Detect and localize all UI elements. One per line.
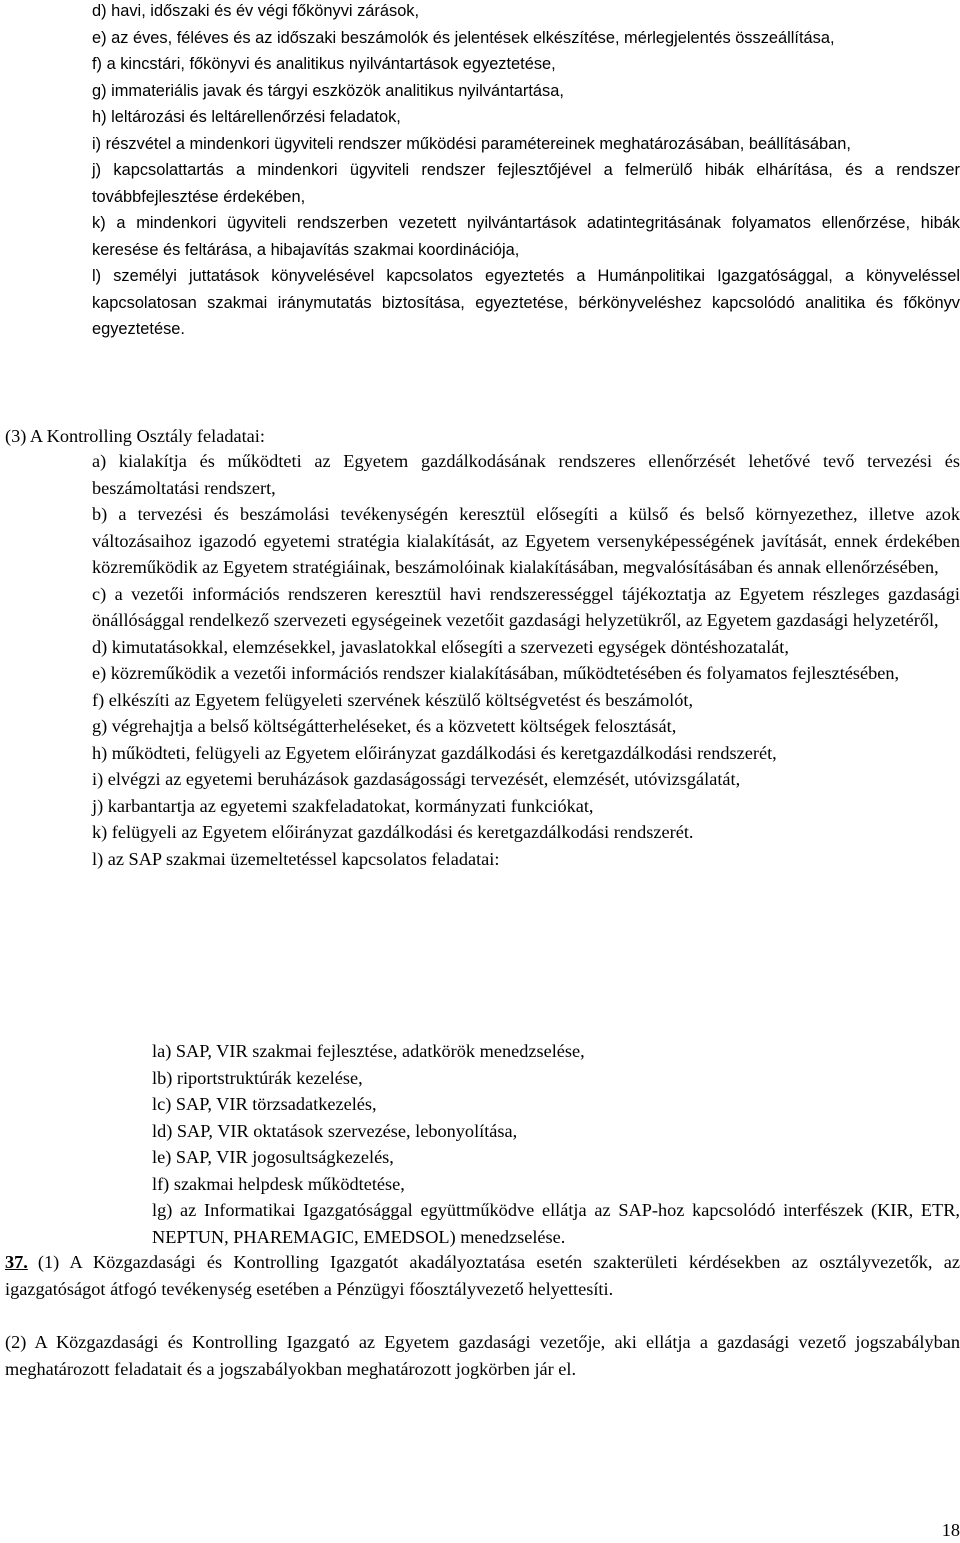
list-item: d) kimutatásokkal, elemzésekkel, javaslatokkal elősegíti a szervezeti egységek döntéshozatalát, bbox=[92, 636, 789, 657]
sub-list-item: lg) az Informatikai Igazgatósággal együttműködve ellátja az SAP-hoz kapcsolódó interfészek (KIR, ETR, NEPTUN, PHAREMAGIC, EMEDSOL) menedzselése. bbox=[152, 1200, 960, 1247]
sub-list-item: le) SAP, VIR jogosultságkezelés, bbox=[152, 1147, 394, 1167]
list-item: k) a mindenkori ügyviteli rendszerben vezetett nyilvántartások adatintegritásának folyamatos ellenőrzése, hibák keresése és feltárása, a hibajavítás szakmai koordinációja, bbox=[92, 214, 960, 259]
sub-list-item: lf) szakmai helpdesk működtetése, bbox=[152, 1173, 405, 1194]
article-37-paragraph-1 bbox=[5, 1249, 960, 1302]
list-item: d) havi, időszaki és év végi főkönyvi zárások, bbox=[92, 2, 420, 20]
section-3-list bbox=[92, 448, 960, 872]
list-item: g) immateriális javak és tárgyi eszközök analitikus nyilvántartása, bbox=[92, 81, 564, 100]
sub-list-item: la) SAP, VIR szakmai fejlesztése, adatkörök menedzselése, bbox=[152, 1041, 585, 1061]
article-37-paragraph-2: (2) A Közgazdasági és Kontrolling Igazgató az Egyetem gazdasági vezetője, aki ellátja a gazdasági vezető jogszabályban meghatározott feladatait és a jogszabályokban meghatározott jogkörben jár el. bbox=[5, 1332, 960, 1379]
page-number: 18 bbox=[941, 1520, 960, 1540]
list-item: f) a kincstári, főkönyvi és analitikus nyilvántartások egyeztetése, bbox=[92, 55, 556, 73]
sap-subtask-list bbox=[152, 1038, 960, 1250]
list-item: b) a tervezési és beszámolási tevékenységén keresztül elősegíti a külső és belső környezethez, illetve azok változásaihoz igazodó egyetemi stratégia kialakítását, az Egyetem versenyképességének javítását, ennek érdekében közreműködik az Egyetem stratégiáinak, beszámolóinak kialakításában, megvalósításában és annak ellenőrzésében, bbox=[92, 504, 960, 577]
article-37-text: (1) A Közgazdasági és Kontrolling Igazgatót akadályoztatása esetén szakterületi kérdésekben az osztályvezetők, az igazgatóságot átfogó tevékenység esetében a Pénzügyi főosztályvezető helyettesíti. bbox=[5, 1252, 960, 1299]
list-item: h) működteti, felügyeli az Egyetem előirányzat gazdálkodási és keretgazdálkodási rendszerét, bbox=[92, 742, 777, 763]
list-item: a) kialakítja és működteti az Egyetem gazdálkodásának rendszeres ellenőrzését lehetővé tevő tervezési és beszámoltatási rendszert, bbox=[92, 451, 960, 498]
sub-list-item: ld) SAP, VIR oktatások szervezése, lebonyolítása, bbox=[152, 1120, 518, 1141]
section-3-heading: (3) A Kontrolling Osztály feladatai: bbox=[5, 426, 265, 446]
list-item: j) kapcsolattartás a mindenkori ügyviteli rendszer fejlesztőjével a felmerülő hibák elhárítása, és a rendszer továbbfejlesztése érdekében, bbox=[92, 161, 960, 206]
list-item: j) karbantartja az egyetemi szakfeladatokat, kormányzati funkciókat, bbox=[92, 795, 594, 816]
list-item: l) személyi juttatások könyvelésével kapcsolatos egyeztetés a Humánpolitikai Igazgatósággal, a könyveléssel kapcsolatosan szakmai iránymutatás biztosítása, egyeztetése, bérkönyveléshez kapcsolódó analitika és főkönyv egyeztetése. bbox=[92, 267, 960, 338]
sub-list-item: lc) SAP, VIR törzsadatkezelés, bbox=[152, 1094, 377, 1114]
list-item: c) a vezetői információs rendszeren keresztül havi rendszerességgel tájékoztatja az Egyetem részleges gazdasági önállósággal rendelkező szervezeti egységeinek vezetőit gazdasági helyzetükről, az Egyetem gazdasági helyzetéről, bbox=[92, 583, 960, 630]
list-item: l) az SAP szakmai üzemeltetéssel kapcsolatos feladatai: bbox=[92, 848, 500, 869]
list-item: h) leltározási és leltárellenőrzési feladatok, bbox=[92, 108, 401, 126]
list-item: k) felügyeli az Egyetem előirányzat gazdálkodási és keretgazdálkodási rendszerét. bbox=[92, 822, 694, 842]
list-item: e) közreműködik a vezetői információs rendszer kialakításában, működtetésében és folyamatos fejlesztésében, bbox=[92, 663, 900, 683]
list-item: g) végrehajtja a belső költségátterheléseket, és a közvetett költségek felosztását, bbox=[92, 716, 677, 736]
list-item: i) elvégzi az egyetemi beruházások gazdaságossági tervezését, elemzését, utóvizsgálatát, bbox=[92, 769, 741, 789]
list-item: f) elkészíti az Egyetem felügyeleti szervének készülő költségvetést és beszámolót, bbox=[92, 689, 694, 710]
task-list-continued bbox=[92, 0, 960, 343]
list-item: e) az éves, féléves és az időszaki beszámolók és jelentések elkészítése, mérlegjelentés összeállítása, bbox=[92, 28, 835, 47]
list-item: i) részvétel a mindenkori ügyviteli rendszer működési paramétereinek meghatározásában, beállításában, bbox=[92, 134, 851, 153]
article-number: 37. bbox=[5, 1252, 28, 1272]
sub-list-item: lb) riportstruktúrák kezelése, bbox=[152, 1067, 363, 1088]
